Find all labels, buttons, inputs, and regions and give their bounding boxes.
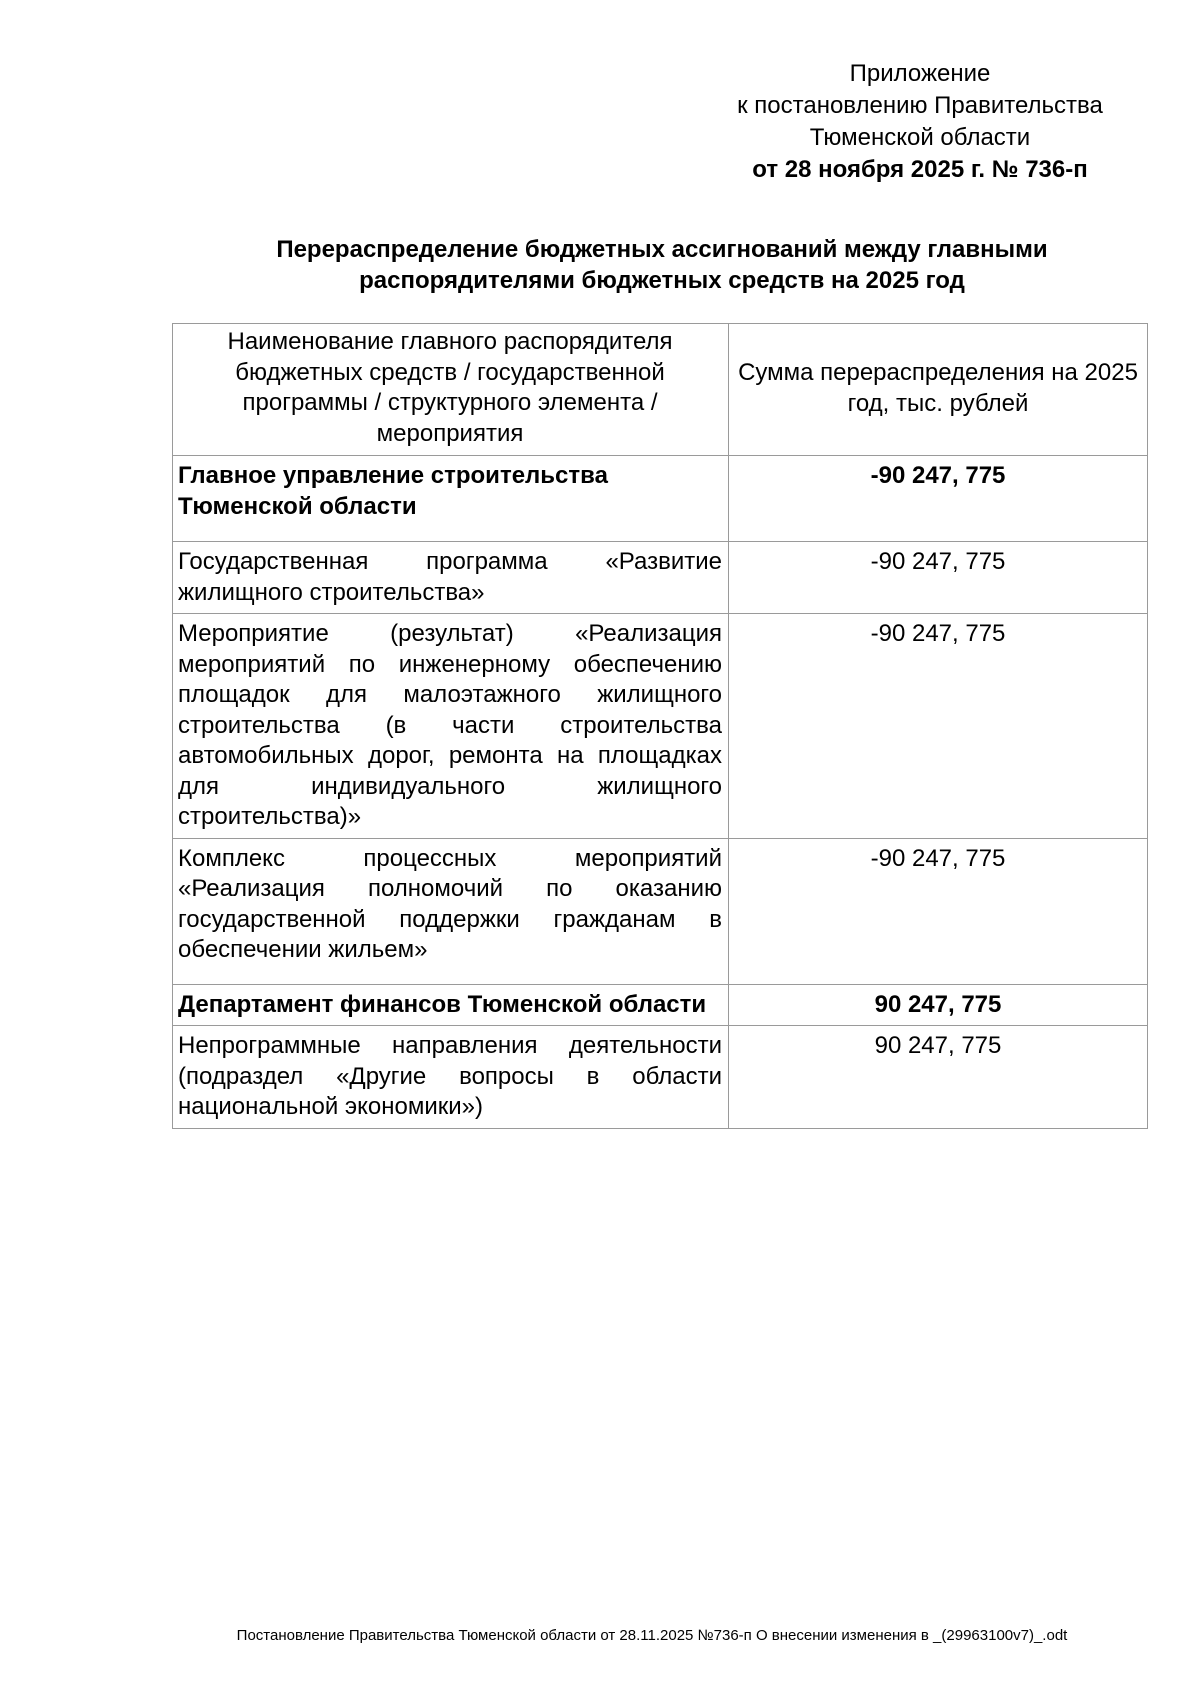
row-sum: 90 247, 775 (874, 990, 1002, 1018)
row-sum: -90 247, 775 (870, 548, 1006, 575)
table-row (173, 1026, 1148, 1129)
row-name: Департамент финансов Тюменской области (178, 990, 707, 1018)
row-name: Комплекс процессных мероприятий «Реализация полномочий по оказанию государственной поддержки гражданам в обеспечении жильем» (178, 844, 722, 963)
row-name: Государственная программа «Развитие жилищного строительства» (178, 548, 722, 606)
header-cell-sum (729, 324, 1148, 456)
row-sum: -90 247, 775 (870, 844, 1006, 872)
table-row (173, 838, 1148, 984)
appendix-reference: к постановлению Правительства (737, 92, 1103, 119)
table-header-row (173, 324, 1148, 456)
table-row (173, 542, 1148, 614)
row-sum: 90 247, 775 (874, 1032, 1002, 1059)
row-sum: -90 247, 775 (870, 462, 1006, 489)
redistribution-table (172, 323, 1148, 1129)
header-cell-name (173, 324, 729, 456)
document-title (172, 234, 1152, 296)
row-name: Мероприятие (результат) «Реализация мероприятий по инженерному обеспечению площадок для малоэтажного жилищного строительства (в части строительства автомобильных дорог, ремонта на площадках для индивидуального жилищного строительства)» (178, 620, 722, 830)
row-sum: -90 247, 775 (870, 620, 1006, 647)
appendix-label: Приложение (849, 60, 991, 87)
row-name: Непрограммные направления деятельности (подраздел «Другие вопросы в области национальной экономики») (178, 1032, 722, 1120)
appendix-region: Тюменской области (809, 124, 1031, 151)
document-title-line-1: Перераспределение бюджетных ассигнований между главными (276, 236, 1048, 263)
header-sum-text: Сумма перераспределения на 2025 год, тыс. рублей (738, 359, 1138, 417)
appendix-date-number: от 28 ноября 2025 г. № 736-п (752, 156, 1088, 183)
table-row (173, 614, 1148, 839)
appendix-block (700, 58, 1140, 186)
document-footer: Постановление Правительства Тюменской области от 28.11.2025 №736-п О внесении изменения в _(29963100v7)_.odt (236, 1627, 1068, 1644)
header-name-text: Наименование главного распорядителя бюджетных средств / государственной программы / структурного элемента / мероприятия (227, 328, 673, 447)
table-row (173, 984, 1148, 1026)
document-title-line-2: распорядителями бюджетных средств на 2025 год (359, 267, 965, 294)
table-row (173, 456, 1148, 542)
row-name: Главное управление строительства Тюменской области (178, 462, 608, 520)
